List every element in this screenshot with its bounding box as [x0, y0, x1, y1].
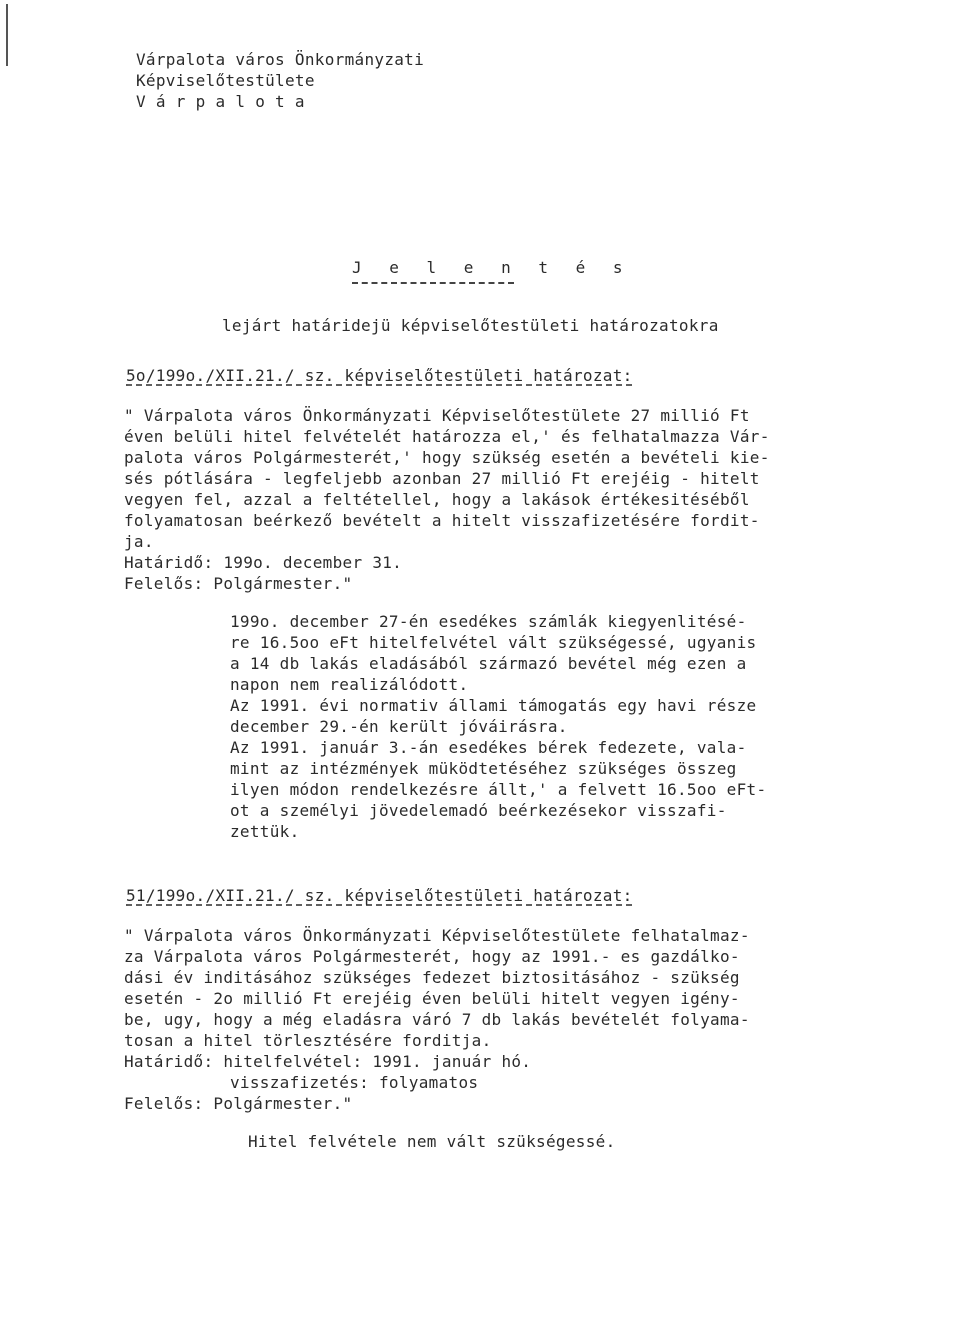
resolution-2-text-line: za Várpalota város Polgármesterét, hogy az 1991.- es gazdálko- — [124, 947, 740, 966]
resolution-1-text-line: sés pótlására - legfeljebb azonban 27 millió Ft erejéig - hitelt — [124, 469, 760, 488]
resolution-1-heading: 5o/199o./XII.21./ sz. képviselőtestületi határozat: — [126, 366, 633, 385]
resolution-2-deadline-continuation: visszafizetés: folyamatos — [230, 1073, 479, 1092]
resolution-1-text-line: ja. — [124, 532, 154, 551]
header-line-1: Várpalota város Önkormányzati — [136, 50, 425, 69]
title-underline — [352, 282, 514, 284]
resolution-1-report-line: december 29.-én került jóváirásra. — [230, 717, 568, 736]
header-line-3: V á r p a l o t a — [136, 92, 305, 111]
header-line-2: Képviselőtestülete — [136, 71, 315, 90]
resolution-1-report-line: zettük. — [230, 822, 300, 841]
resolution-1-text-line: palota város Polgármesterét,' hogy szükség esetén a bevételi kie- — [124, 448, 770, 467]
resolution-2-text-line: dási év inditásához szükséges fedezet biztositásához - szükség — [124, 968, 740, 987]
resolution-1-text-line: folyamatosan beérkező bevételt a hitelt visszafizetésére fordit- — [124, 511, 760, 530]
resolution-1-text-line: vegyen fel, azzal a feltétellel, hogy a lakások értékesitéséből — [124, 490, 750, 509]
resolution-1-report-line: napon nem realizálódott. — [230, 675, 469, 694]
resolution-2-text-line: tosan a hitel törlesztésére forditja. — [124, 1031, 492, 1050]
resolution-2-conclusion: Hitel felvétele nem vált szükségessé. — [248, 1132, 616, 1151]
resolution-1-text-line: " Várpalota város Önkormányzati Képviselőtestülete 27 millió Ft — [124, 406, 750, 425]
document-subtitle: lejárt határidejü képviselőtestületi határozatokra — [222, 316, 719, 335]
resolution-1-report-line: ot a személyi jövedelemadó beérkezésekor visszafi- — [230, 801, 727, 820]
resolution-1-text-line: éven belüli hitel felvételét határozza el,' és felhatalmazza Vár- — [124, 427, 770, 446]
resolution-2-heading: 51/199o./XII.21./ sz. képviselőtestületi határozat: — [126, 886, 633, 905]
resolution-2-text-line: esetén - 2o millió Ft erejéig éven belüli hitelt vegyen igény- — [124, 989, 740, 1008]
document-title: J e l e n t é s — [352, 258, 632, 277]
margin-mark — [6, 4, 8, 66]
resolution-1-deadline: Határidő: 199o. december 31. — [124, 553, 403, 572]
resolution-1-report-line: Az 1991. január 3.-án esedékes bérek fedezete, vala- — [230, 738, 747, 757]
resolution-1-report-line: Az 1991. évi normativ állami támogatás egy havi része — [230, 696, 757, 715]
resolution-1-report-line: mint az intézmények müködtetéséhez szükséges összeg — [230, 759, 737, 778]
resolution-2-text-line: be, ugy, hogy a még eladásra váró 7 db lakás bevételét folyama- — [124, 1010, 750, 1029]
resolution-2-deadline: Határidő: hitelfelvétel: 1991. január hó. — [124, 1052, 532, 1071]
resolution-1-report-line: re 16.5oo eFt hitelfelvétel vált szükségessé, ugyanis — [230, 633, 757, 652]
resolution-1-responsible: Felelős: Polgármester." — [124, 574, 353, 593]
resolution-1-report-line: a 14 db lakás eladásából származó bevétel még ezen a — [230, 654, 747, 673]
resolution-1-report-line: 199o. december 27-én esedékes számlák kiegyenlitésé- — [230, 612, 747, 631]
resolution-2-responsible: Felelős: Polgármester." — [124, 1094, 353, 1113]
resolution-2-text-line: " Várpalota város Önkormányzati Képviselőtestülete felhatalmaz- — [124, 926, 750, 945]
resolution-1-report-line: ilyen módon rendelkezésre állt,' a felvett 16.5oo eFt- — [230, 780, 767, 799]
